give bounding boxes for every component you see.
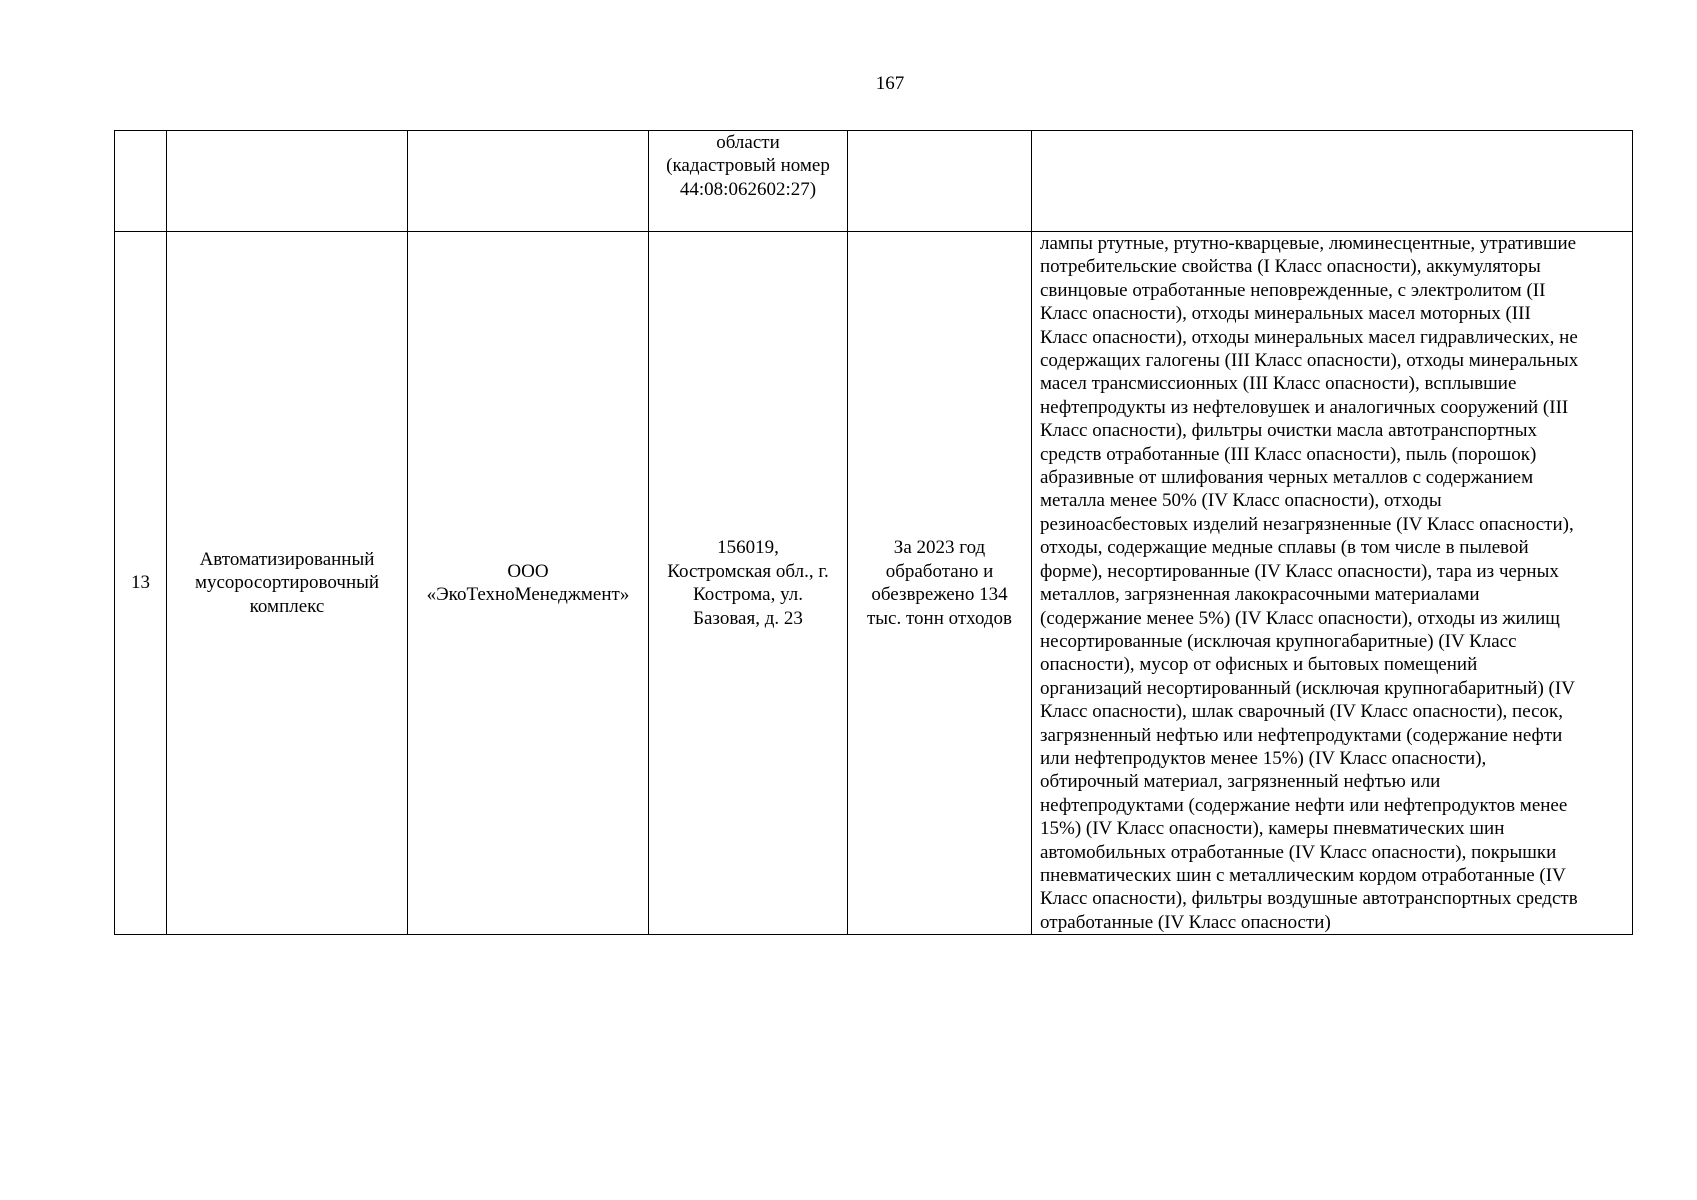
waste-list-line: автомобильных отработанные (IV Класс опасности), покрышки bbox=[1040, 841, 1557, 863]
waste-list-line: несортированные (исключая крупногабаритные) (IV Класс bbox=[1040, 630, 1517, 652]
waste-list-line: Класс опасности), фильтры очистки масла автотранспортных bbox=[1040, 420, 1538, 442]
table-cell bbox=[408, 131, 649, 232]
waste-list-line: нефтепродукты из нефтеловушек и аналогичных сооружений (III bbox=[1040, 396, 1569, 418]
waste-list-line: пневматических шин с металлическим кордом отработанные (IV bbox=[1040, 864, 1566, 886]
operator-name: ООО «ЭкоТехноМенеджмент» bbox=[426, 560, 630, 606]
waste-list-line: (содержание менее 5%) (IV Класс опасности), отходы из жилищ bbox=[1040, 607, 1560, 629]
table-row bbox=[115, 232, 1633, 935]
row-number-cell bbox=[115, 232, 167, 935]
table-cell bbox=[115, 131, 167, 232]
waste-list-line: лампы ртутные, ртутно-кварцевые, люминесцентные, утратившие bbox=[1040, 233, 1577, 254]
operator-cell bbox=[408, 232, 649, 935]
waste-types-cell bbox=[1032, 232, 1633, 935]
facilities-table bbox=[114, 130, 1633, 935]
waste-list-line: Класс опасности), отходы минеральных масел моторных (III bbox=[1040, 303, 1531, 325]
waste-list-line: загрязненный нефтью или нефтепродуктами (содержание нефти bbox=[1040, 724, 1563, 746]
address-cell bbox=[649, 232, 848, 935]
facility-name: Автоматизированный мусоросортировочный комплекс bbox=[194, 548, 380, 617]
waste-list-line: свинцовые отработанные неповрежденные, с электролитом (II bbox=[1040, 279, 1546, 301]
waste-list-line: металла менее 50% (IV Класс опасности), отходы bbox=[1040, 490, 1442, 512]
waste-types-list bbox=[1040, 232, 1624, 934]
waste-list-line: Класс опасности), шлак сварочный (IV Класс опасности), песок, bbox=[1040, 701, 1564, 723]
waste-list-line: 15%) (IV Класс опасности), камеры пневматических шин bbox=[1040, 818, 1505, 840]
address-text-continuation: области (кадастровый номер 44:08:062602:27) bbox=[666, 132, 830, 200]
waste-list-line: средств отработанные (III Класс опасности), пыль (порошок) bbox=[1040, 443, 1537, 465]
volume-cell bbox=[848, 232, 1032, 935]
facility-name-cell bbox=[167, 232, 408, 935]
row-number: 13 bbox=[131, 572, 150, 594]
processed-volume: За 2023 год обработано и обезврежено 134 тыс. тонн отходов bbox=[866, 537, 1013, 629]
table-cell bbox=[1032, 131, 1633, 232]
waste-list-line: или нефтепродуктов менее 15%) (IV Класс опасности), bbox=[1040, 747, 1487, 769]
address-cell-continuation bbox=[649, 131, 848, 232]
page-number: 167 bbox=[875, 73, 905, 94]
waste-list-line: Класс опасности), отходы минеральных масел гидравлических, не bbox=[1040, 326, 1578, 348]
waste-list-line: потребительские свойства (I Класс опасности), аккумуляторы bbox=[1040, 256, 1541, 278]
table-cell bbox=[848, 131, 1032, 232]
waste-list-line: нефтепродуктами (содержание нефти или нефтепродуктов менее bbox=[1040, 794, 1568, 816]
waste-list-line: отработанные (IV Класс опасности) bbox=[1040, 911, 1331, 933]
table-row bbox=[115, 131, 1633, 232]
waste-list-line: абразивные от шлифования черных металлов с содержанием bbox=[1040, 467, 1534, 489]
waste-list-line: организаций несортированный (исключая крупногабаритный) (IV bbox=[1040, 677, 1575, 699]
waste-list-line: масел трансмиссионных (III Класс опасности), всплывшие bbox=[1040, 373, 1517, 395]
waste-list-line: обтирочный материал, загрязненный нефтью или bbox=[1040, 771, 1441, 793]
table-cell bbox=[167, 131, 408, 232]
waste-list-line: отходы, содержащие медные сплавы (в том числе в пылевой bbox=[1040, 537, 1529, 559]
waste-list-line: опасности), мусор от офисных и бытовых помещений bbox=[1040, 654, 1478, 676]
facility-address: 156019, Костромская обл., г. Кострома, ул. Базовая, д. 23 bbox=[667, 537, 829, 629]
waste-list-line: резиноасбестовых изделий незагрязненные (IV Класс опасности), bbox=[1040, 513, 1574, 535]
waste-list-line: содержащих галогены (III Класс опасности), отходы минеральных bbox=[1040, 350, 1579, 372]
waste-list-line: форме), несортированные (IV Класс опасности), тара из черных bbox=[1040, 560, 1559, 582]
waste-list-line: металлов, загрязненная лакокрасочными материалами bbox=[1040, 584, 1480, 606]
waste-list-line: Класс опасности), фильтры воздушные автотранспортных средств bbox=[1040, 888, 1578, 910]
